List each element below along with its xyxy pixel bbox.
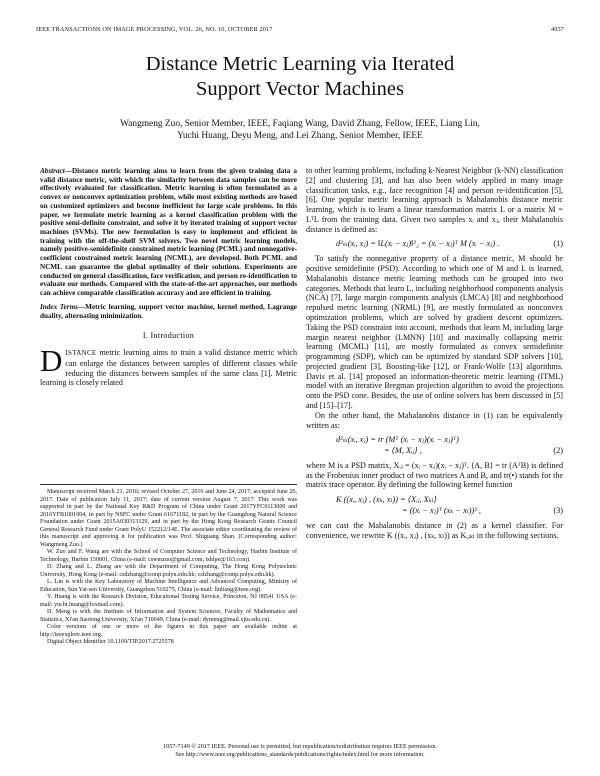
copyright-line-2: See http://www.ieee.org/publications_standards/publications/rights/index.html for more information. (175, 751, 425, 758)
page-number: 4937 (551, 26, 564, 33)
paragraph-4: where M is a PSD matrix, Xᵢⱼ = (xᵢ − xⱼ)(xᵢ − xⱼ)ᵀ. ⟨A, B⟩ = tr (AᵀB) is defined as the Frobenius inner product of two matrices A and B, and tr(•) stands for the matrix trace operator. By defining the following kernel function (306, 460, 563, 490)
author-list (40, 118, 560, 143)
equation-1 (306, 239, 563, 249)
intro-text: metric learning aims to train a valid distance metric which can enlarge the distances between samples of different classes while reducing the distances between samples of the same class [1]. Metric learning is closely related (40, 348, 297, 388)
equation-2-continued (306, 446, 563, 456)
journal-info: IEEE TRANSACTIONS ON IMAGE PROCESSING, VOL. 26, NO. 10, OCTOBER 2017 (36, 26, 273, 33)
equation-3-line-b: = ((xᵢ − xⱼ)ᵀ (xₖ − xₗ))² , (402, 506, 481, 515)
equation-1-body: d²ₘ(xᵢ, xⱼ) = ‖L(xᵢ − xⱼ)‖²₂ = (xᵢ − xⱼ)ᵀ M (xᵢ − xⱼ) . (336, 239, 500, 249)
paragraph-3: On the other hand, the Mahalanobis distance in (1) can be equivalently written as: (306, 410, 563, 430)
index-terms-text: —Metric learning, support vector machine, kernel method, Lagrange duality, alternating minimization. (40, 302, 297, 320)
index-terms-label: Index Terms (40, 302, 78, 311)
equation-1-number: (1) (553, 239, 563, 249)
equation-2-line-a: d²ₘ(xᵢ, xⱼ) = tr (Mᵀ (xᵢ − xⱼ)(xᵢ − xⱼ)ᵀ) (336, 435, 459, 445)
paragraph-1: to other learning problems, including k-Nearest Neighbor (k-NN) classification [2] and clustering [3], and has also been widely applied in many image classification tasks, e.g., face recognition [4] and person re-identification [5], [6]. One popular metric learning approach is Mahalanobis distance metric learning, which is to learn a linear transformation matrix L or a matrix M = LᵀL from the training data. Given two samples xᵢ and xⱼ, their Mahalanobis distance is defined as: (306, 166, 563, 234)
equation-2-line-b: = ⟨M, Xᵢⱼ⟩ , (384, 446, 422, 456)
copyright-notice (0, 743, 600, 759)
drop-cap-letter: D (40, 343, 63, 378)
footnotes (40, 484, 297, 647)
footnote-zuo-wang: W. Zuo and F. Wang are with the School of Computer Science and Technology, Harbin Institute of Technology, Harbin 150001, China (e-mail: cswmzuo@gmail.com; tshlpe@163.com). (40, 549, 297, 563)
footnote-huang: Y. Huang is with the Research Division, Educational Testing Service, Princeton, NJ 08541 USA (e-mail: yuchi.huang@foxmail.com). (40, 594, 297, 608)
footnote-meng: D. Meng is with the Institute of Information and System Sciences, Faculty of Mathematics and Statistics, Xi'an Jiaotong University, Xi'an 710049, China (e-mail: dymeng@mail.xjtu.edu.cn). (40, 609, 297, 623)
title-line-2: Support Vector Machines (195, 78, 404, 100)
left-column (40, 167, 297, 388)
equation-3-line-a: K ((xᵢ, xⱼ) , (xₖ, xₗ)) = ⟨Xᵢⱼ, Xₖₗ⟩ (336, 495, 438, 505)
paragraph-5: we can cast the Mahalanobis distance in (2) as a kernel classifier. For convenience, we rewrite K ((xᵢ, xⱼ) , (xₖ, xₗ)) as Kᵢⱼₖₗ in the following sections. (306, 520, 563, 540)
equation-2 (306, 435, 563, 445)
footnote-color: Color versions of one or more of the figures in this paper are available online at http://ieeexplore.ieee.org. (40, 624, 297, 638)
intro-paragraph (40, 343, 297, 388)
footnote-doi: Digital Object Identifier 10.1109/TIP.2017.2725578 (47, 639, 174, 646)
abstract (40, 167, 297, 298)
paragraph-2: To satisfy the nonnegative property of a distance metric, M should be positive semidefinite (PSD). According to which one of M and L is learned, Mahalanobis distance metric learning methods can be grouped into two categories. Methods that learn L, including neighborhood components analysis (NCA) [7], large margin components analysis (LMCA) [8] and neighborhood repulsed metric learning (NRML) [9], are mostly formulated as nonconvex optimization problems, which are solved by gradient descent optimizers. Taking the PSD constraint into account, methods that learn M, including large margin nearest neighbor (LMNN) [10] and maximally collapsing metric learning (MCML) [11], are mostly formulated as convex semidefinite programming (SDP), which can be optimized by standard SDP solvers [10], projected gradient [3], Boosting-like [12], or Frank-Wolfe [13] algorithms. Davis et al. [14] proposed an information-theoretic metric learning (ITML) model with an iterative Bregman projection algorithm to avoid the projections onto the PSD cone. Besides, the use of online solvers has been discussed in [5] and [15]–[17]. (306, 254, 563, 410)
footnote-manuscript: Manuscript received March 21, 2016; revised October 27, 2016 and June 24, 2017; accepted June 26, 2017. Date of publication July 11, 2017; date of current version August 7, 2017. This work was supported in part by the National Key R&D Program of China under Grant 2017YFC0113000 and 2016YFB1001004, in part by NSFC under Grant 61671182, in part by the Guangdong Natural Science Foundation under Grant 2015A030313129, and in part by the Hong Kong Research Grants Council General Research Fund under Grant PolyU 152212/14E. The associate editor coordinating the review of this manuscript and approving it for publication was Prof. Shiguang Shan. (Corresponding author: Wangmeng Zuo.) (40, 489, 297, 548)
authors-line-2: Yuchi Huang, Deyu Meng, and Lei Zhang, Senior Member, IEEE (177, 131, 423, 142)
equation-3 (306, 495, 563, 505)
section-heading-introduction: I. Introduction (142, 331, 195, 341)
first-word-smallcaps: ISTANCE (65, 349, 97, 357)
footnote-zhang: D. Zhang and L. Zhang are with the Department of Computing, The Hong Kong Polytechnic University, Hong Kong (e-mail: csdzhang@comp.polyu.edu.hk; cslzhang@comp.polyu.edu.hk). (40, 564, 297, 578)
index-terms (40, 303, 297, 320)
paper-title (0, 52, 600, 102)
right-column (306, 166, 563, 540)
footnote-rule (40, 484, 297, 485)
title-line-1: Distance Metric Learning via Iterated (145, 53, 455, 75)
equation-2-number: (2) (553, 446, 563, 456)
abstract-text: —Distance metric learning aims to learn from the given training data a valid distance metric, with which the similarity between data samples can be more effectively evaluated for classification. Metric learning is often formulated as a convex or nonconvex optimization problem, while most existing methods are based on customized optimizers and become inefficient for large scale problems. In this paper, we formulate metric learning as a kernel classification problem with the positive semi-definite constraint, and solve it by iterated training of support vector machines (SVMs). The new formulation is easy to implement and efficient in training with the off-the-shelf SVM solvers. Two novel metric learning models, namely positive-semidefinite constrained metric learning (PCML) and nonnegative-coefficient constrained metric learning (NCML), are developed. Both PCML and NCML can guarantee the global optimality of their solutions. Experiments are conducted on general classification, face verification, and person re-identification to evaluate our methods. Compared with the state-of-the-art approaches, our methods can achieve comparable classification accuracy and are efficient in training. (40, 167, 297, 298)
authors-line-1: Wangmeng Zuo, Senior Member, IEEE, Faqiang Wang, David Zhang, Fellow, IEEE, Liang Lin, (120, 119, 480, 129)
running-head (36, 26, 564, 33)
abstract-label: Abstract (40, 167, 65, 175)
equation-3-continued (306, 506, 563, 516)
equation-3-number: (3) (553, 506, 563, 515)
copyright-line-1: 1057-7149 © 2017 IEEE. Personal use is permitted, but republication/redistribution requires IEEE permission. (163, 743, 437, 750)
footnote-lin: L. Lin is with the Key Laboratory of Machine Intelligence and Advanced Computing, Ministry of Education, Sun Yat-sen University, Guangzhou 510275, China (e-mail: linliang@ieee.org). (40, 579, 297, 593)
